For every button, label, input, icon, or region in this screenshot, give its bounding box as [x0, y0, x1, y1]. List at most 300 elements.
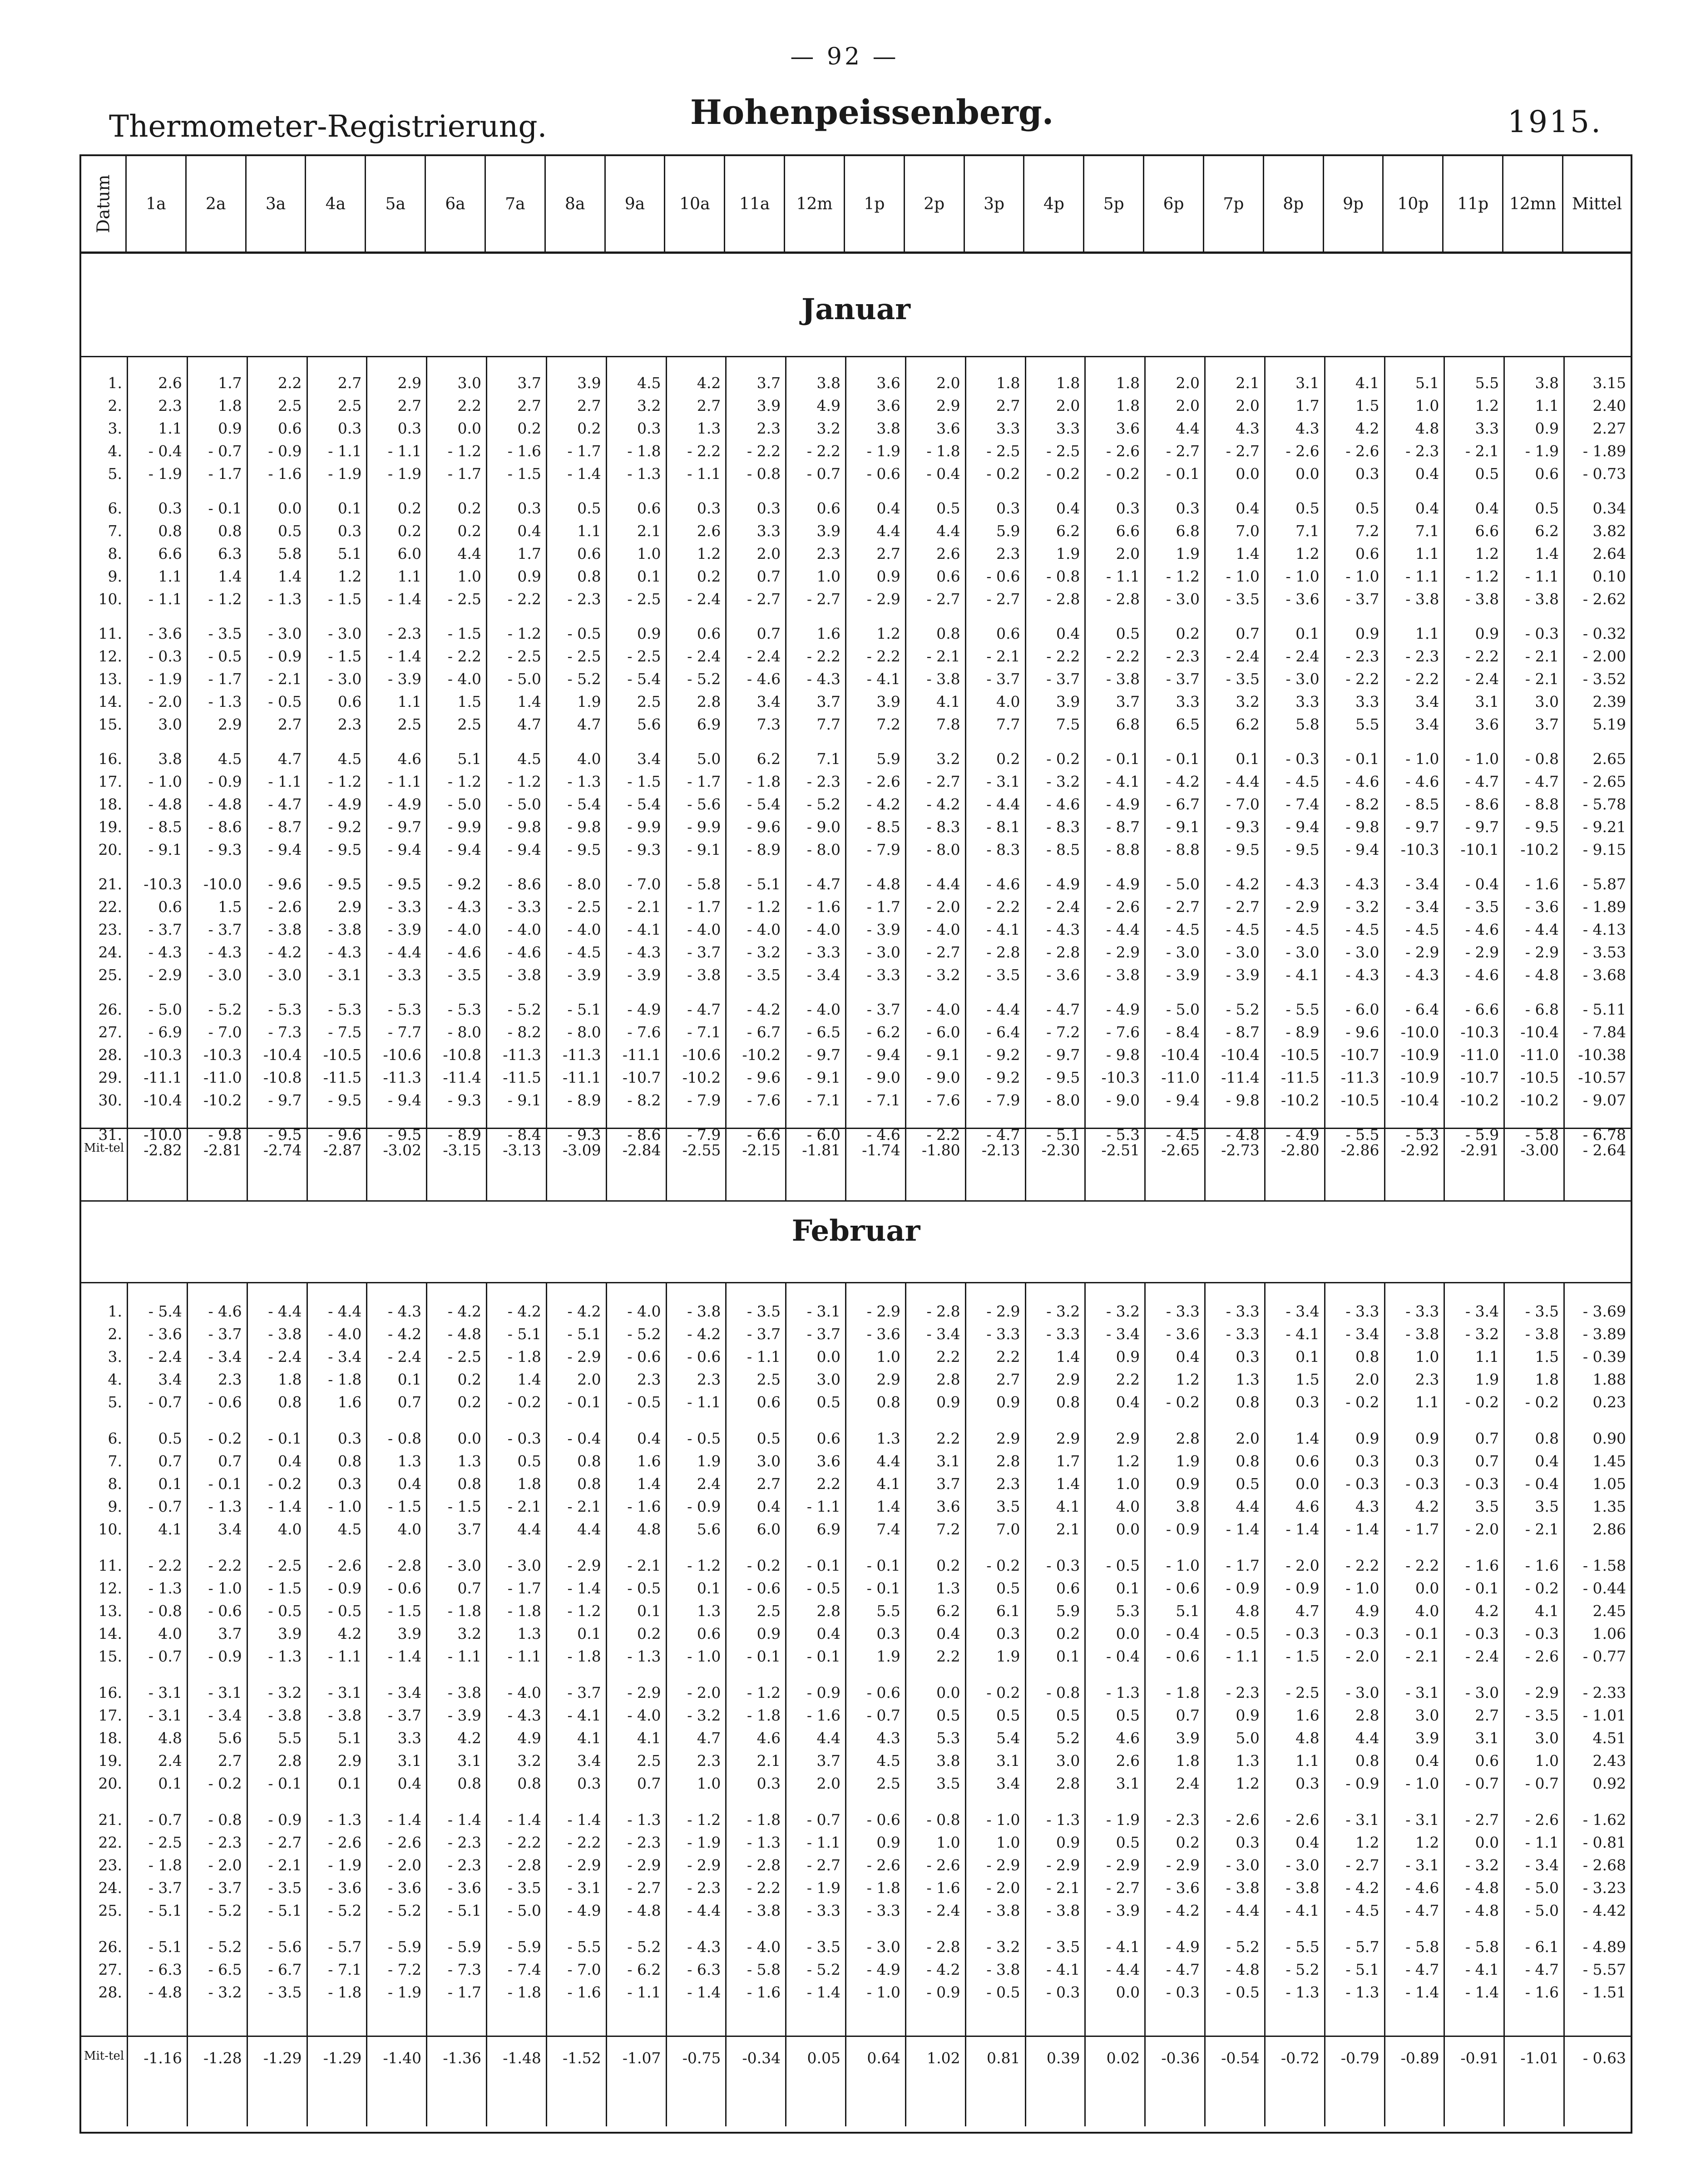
table-cell: - 0.4: [148, 442, 182, 460]
table-cell: - 1.1: [1226, 1647, 1260, 1665]
column-rule: [187, 356, 188, 1200]
table-cell: 1.3: [517, 1625, 541, 1642]
row-label: 22.: [98, 1834, 122, 1851]
table-cell: - 0.9: [208, 1647, 242, 1665]
table-cell: - 3.6: [1046, 966, 1080, 984]
table-cell: 0.5: [936, 1706, 960, 1724]
table-cell: -10.4: [263, 1046, 302, 1064]
table-cell: - 3.7: [208, 1325, 242, 1343]
table-cell: - 6.3: [148, 1961, 182, 1978]
table-cell: 0.9: [1355, 625, 1379, 642]
table-cell: 5.9: [876, 750, 900, 768]
table-cell: 3.7: [517, 374, 541, 392]
table-cell: - 3.0: [447, 1557, 481, 1574]
table-cell: - 6.4: [986, 1023, 1020, 1041]
table-cell: 4.7: [697, 1729, 721, 1747]
table-cell: - 1.9: [806, 1879, 840, 1897]
table-cell: 1.3: [936, 1579, 960, 1597]
table-cell: - 3.9: [1226, 966, 1260, 984]
table-cell: - 4.0: [806, 1001, 840, 1018]
table-cell: - 9.8: [208, 1126, 242, 1144]
table-cell: - 1.7: [447, 465, 481, 483]
table-cell: - 3.9: [866, 921, 900, 938]
column-rule: [905, 1282, 906, 2126]
column-rule: [546, 1282, 547, 2126]
table-cell: - 1.9: [1106, 1811, 1140, 1829]
table-cell: 1.8: [517, 1475, 541, 1493]
table-cell: - 8.5: [1405, 795, 1439, 813]
table-cell: - 6.2: [866, 1023, 900, 1041]
table-cell: 0.6: [697, 1625, 721, 1642]
table-cell: -10.3: [1460, 1023, 1499, 1041]
table-cell: 0.23: [1592, 1393, 1626, 1411]
table-cell: - 2.9: [567, 1557, 601, 1574]
mittel-rule: [81, 1128, 1631, 1129]
table-cell: 4.1: [876, 1475, 900, 1493]
table-cell: 3.1: [1475, 693, 1499, 710]
table-cell: 0.2: [1176, 1834, 1200, 1851]
table-cell: 2.2: [936, 1647, 960, 1665]
table-cell: 1.2: [697, 545, 721, 562]
table-cell: 2.0: [1056, 397, 1080, 414]
table-cell: - 4.0: [747, 1938, 781, 1956]
table-cell: 0.5: [1355, 499, 1379, 517]
table-cell: - 2.6: [1106, 442, 1140, 460]
table-cell: - 3.0: [328, 625, 362, 642]
table-cell: - 0.4: [1106, 1647, 1140, 1665]
table-cell: - 4.4: [1226, 773, 1260, 790]
column-header: [127, 156, 187, 251]
table-cell: 3.6: [876, 397, 900, 414]
table-cell: - 3.7: [986, 670, 1020, 688]
table-cell: - 0.6: [866, 1811, 900, 1829]
table-cell: - 2.9: [1106, 1856, 1140, 1874]
table-cell: - 2.1: [268, 1856, 302, 1874]
table-cell: -10.6: [682, 1046, 721, 1064]
table-cell: 0.8: [1355, 1752, 1379, 1770]
table-cell: 0.4: [1176, 1348, 1200, 1366]
table-cell: - 2.0: [926, 898, 960, 916]
table-cell: - 5.2: [1285, 1961, 1320, 1978]
table-cell: 5.6: [218, 1729, 242, 1747]
table-cell: -1.40: [383, 2049, 422, 2067]
table-cell: 0.3: [1116, 499, 1140, 517]
table-cell: - 5.2: [627, 1938, 661, 1956]
table-cell: - 1.2: [747, 898, 781, 916]
table-cell: - 9.9: [687, 818, 721, 836]
table-cell: - 1.5: [627, 773, 661, 790]
table-cell: 0.3: [158, 499, 182, 517]
row-label: 8.: [108, 1475, 122, 1493]
table-cell: 1.3: [1236, 1371, 1260, 1388]
table-cell: - 3.8: [687, 1302, 721, 1320]
table-cell: - 3.5: [806, 1938, 840, 1956]
table-cell: - 0.7: [148, 1811, 182, 1829]
table-cell: 2.0: [1236, 1430, 1260, 1447]
table-cell: - 2.4: [687, 647, 721, 665]
table-cell: 6.3: [218, 545, 242, 562]
table-cell: - 5.11: [1582, 1001, 1626, 1018]
table-cell: - 1.0: [986, 1811, 1020, 1829]
table-cell: -10.7: [1340, 1046, 1379, 1064]
table-cell: 0.1: [1295, 1348, 1320, 1366]
table-cell: 3.4: [218, 1520, 242, 1538]
table-cell: 5.3: [1116, 1602, 1140, 1620]
table-cell: - 8.9: [447, 1126, 481, 1144]
table-cell: - 4.4: [1106, 1961, 1140, 1978]
table-cell: - 9.1: [507, 1091, 541, 1109]
table-cell: - 3.0: [866, 1938, 900, 1956]
row-label: 13.: [98, 1602, 122, 1620]
table-cell: - 5.2: [208, 1938, 242, 1956]
table-cell: - 1.7: [507, 1579, 541, 1597]
table-cell: - 6.7: [268, 1961, 302, 1978]
table-cell: - 0.3: [1285, 1625, 1320, 1642]
table-cell: - 4.6: [1405, 1879, 1439, 1897]
table-cell: 6.2: [936, 1602, 960, 1620]
table-cell: 0.6: [1295, 1452, 1320, 1470]
table-cell: -0.34: [742, 2049, 781, 2067]
table-cell: - 3.8: [328, 1706, 362, 1724]
table-cell: 0.8: [337, 1452, 362, 1470]
table-cell: 4.7: [278, 750, 302, 768]
column-header-label: 7p: [1223, 194, 1244, 213]
table-cell: 5.8: [1295, 715, 1320, 733]
table-cell: - 1.89: [1582, 898, 1626, 916]
table-header: [81, 156, 1631, 254]
table-cell: - 6.1: [1525, 1938, 1559, 1956]
table-cell: -3.09: [563, 1141, 601, 1159]
table-cell: -10.2: [1520, 1091, 1559, 1109]
table-cell: 3.8: [1535, 374, 1559, 392]
table-cell: 4.2: [697, 374, 721, 392]
table-cell: 4.0: [278, 1520, 302, 1538]
row-label: 10.: [98, 590, 122, 608]
table-cell: - 1.7: [447, 1983, 481, 2001]
table-cell: - 8.9: [747, 841, 781, 858]
table-cell: 3.7: [816, 1752, 840, 1770]
row-label: 28.: [98, 1983, 122, 2001]
table-cell: 1.2: [1116, 1452, 1140, 1470]
table-cell: 3.3: [996, 419, 1020, 437]
table-cell: - 1.1: [1525, 567, 1559, 585]
table-cell: 2.0: [1236, 397, 1260, 414]
column-rule: [1144, 1282, 1146, 2126]
table-cell: - 9.4: [866, 1046, 900, 1064]
table-cell: -11.0: [1460, 1046, 1499, 1064]
table-cell: - 2.6: [1525, 1647, 1559, 1665]
table-cell: - 1.2: [447, 442, 481, 460]
table-cell: 1.9: [1176, 545, 1200, 562]
table-cell: 1.0: [996, 1834, 1020, 1851]
table-cell: 3.9: [1415, 1729, 1439, 1747]
table-cell: 4.4: [936, 522, 960, 540]
table-cell: - 3.2: [1046, 773, 1080, 790]
table-cell: 2.4: [697, 1475, 721, 1493]
table-cell: - 3.1: [208, 1684, 242, 1701]
table-cell: - 0.1: [1465, 1579, 1499, 1597]
column-header-label: 1p: [864, 194, 885, 213]
table-cell: - 4.9: [1046, 875, 1080, 893]
table-cell: - 3.9: [447, 1706, 481, 1724]
row-label: 28.: [98, 1046, 122, 1064]
table-cell: 2.9: [936, 397, 960, 414]
table-cell: 0.8: [457, 1775, 481, 1792]
table-cell: - 4.8: [447, 1325, 481, 1343]
table-cell: 6.1: [996, 1602, 1020, 1620]
table-cell: - 4.7: [1046, 1001, 1080, 1018]
table-cell: - 5.5: [1285, 1938, 1320, 1956]
table-cell: - 8.2: [1345, 795, 1379, 813]
table-cell: - 5.9: [447, 1938, 481, 1956]
column-rule: [965, 1282, 966, 2126]
table-cell: - 3.6: [1166, 1325, 1200, 1343]
table-cell: - 0.3: [1046, 1557, 1080, 1574]
table-cell: - 3.2: [687, 1706, 721, 1724]
table-cell: 0.8: [1535, 1430, 1559, 1447]
table-cell: - 2.9: [866, 1302, 900, 1320]
table-cell: 0.8: [1236, 1393, 1260, 1411]
table-cell: -0.36: [1161, 2049, 1200, 2067]
table-cell: - 4.6: [866, 1126, 900, 1144]
table-cell: - 9.5: [567, 841, 601, 858]
table-cell: - 4.5: [1166, 921, 1200, 938]
table-cell: -10.2: [1520, 841, 1559, 858]
table-cell: -1.28: [203, 2049, 242, 2067]
table-cell: 1.7: [218, 374, 242, 392]
table-cell: - 2.7: [806, 1856, 840, 1874]
table-cell: 3.1: [1116, 1775, 1140, 1792]
table-cell: 0.5: [816, 1393, 840, 1411]
table-cell: - 4.7: [1525, 773, 1559, 790]
table-cell: - 1.2: [1465, 567, 1499, 585]
table-cell: 2.5: [756, 1602, 781, 1620]
table-cell: -1.07: [622, 2049, 661, 2067]
table-cell: - 5.3: [328, 1001, 362, 1018]
row-label: 26.: [98, 1001, 122, 1018]
table-cell: - 6.0: [1345, 1001, 1379, 1018]
table-cell: - 2.4: [1465, 1647, 1499, 1665]
table-cell: 7.3: [756, 715, 781, 733]
table-cell: - 0.5: [1106, 1557, 1140, 1574]
table-cell: 5.5: [1475, 374, 1499, 392]
table-cell: 3.8: [1176, 1498, 1200, 1515]
table-cell: -10.2: [682, 1069, 721, 1086]
column-rule: [1264, 356, 1266, 1200]
table-cell: 3.3: [1295, 693, 1320, 710]
table-cell: - 1.4: [1465, 1983, 1499, 2001]
table-cell: - 1.8: [866, 1879, 900, 1897]
table-cell: - 5.0: [1525, 1879, 1559, 1897]
table-cell: - 1.5: [328, 590, 362, 608]
table-cell: 2.0: [1176, 397, 1200, 414]
table-cell: 0.4: [1295, 1834, 1320, 1851]
table-cell: - 3.5: [447, 966, 481, 984]
table-cell: -0.75: [682, 2049, 721, 2067]
table-cell: - 2.8: [986, 943, 1020, 961]
table-cell: - 2.00: [1582, 647, 1626, 665]
mittel-rule: [81, 2036, 1631, 2037]
row-label: 25.: [98, 966, 122, 984]
table-cell: - 7.0: [567, 1961, 601, 1978]
table-cell: 0.5: [756, 1430, 781, 1447]
table-cell: 0.3: [876, 1625, 900, 1642]
table-cell: - 2.0: [1345, 1647, 1379, 1665]
table-cell: - 4.7: [806, 875, 840, 893]
table-cell: 0.4: [1056, 499, 1080, 517]
table-cell: - 0.6: [208, 1602, 242, 1620]
table-cell: 1.7: [1295, 397, 1320, 414]
table-cell: - 2.0: [208, 1856, 242, 1874]
table-cell: 0.34: [1592, 499, 1626, 517]
table-cell: - 1.5: [268, 1579, 302, 1597]
row-label: 3.: [108, 1348, 122, 1366]
table-cell: - 2.8: [507, 1856, 541, 1874]
table-cell: - 3.5: [1525, 1706, 1559, 1724]
table-cell: 2.9: [1056, 1371, 1080, 1388]
table-cell: -10.3: [143, 1046, 182, 1064]
table-cell: - 1.3: [1106, 1684, 1140, 1701]
column-header: [1384, 156, 1444, 251]
table-cell: - 4.0: [447, 921, 481, 938]
table-cell: 4.5: [876, 1752, 900, 1770]
table-cell: 4.6: [397, 750, 422, 768]
table-cell: 1.0: [457, 567, 481, 585]
table-cell: - 9.5: [1525, 818, 1559, 836]
table-cell: - 0.3: [1465, 1475, 1499, 1493]
table-cell: - 3.1: [806, 1302, 840, 1320]
table-cell: -11.1: [563, 1069, 601, 1086]
table-cell: 0.1: [1056, 1647, 1080, 1665]
table-cell: - 1.0: [866, 1983, 900, 2001]
table-cell: - 4.3: [627, 943, 661, 961]
column-rule: [905, 356, 906, 1200]
column-header: [426, 156, 486, 251]
table-cell: 1.9: [876, 1647, 900, 1665]
table-cell: 7.0: [996, 1520, 1020, 1538]
table-cell: -11.4: [1221, 1069, 1260, 1086]
table-cell: - 8.6: [627, 1126, 661, 1144]
table-cell: - 4.2: [1226, 875, 1260, 893]
table-cell: 1.5: [457, 693, 481, 710]
table-cell: 4.1: [158, 1520, 182, 1538]
table-cell: 0.5: [1116, 1706, 1140, 1724]
table-cell: - 1.2: [328, 773, 362, 790]
table-cell: - 1.9: [388, 1983, 422, 2001]
table-cell: - 4.7: [268, 795, 302, 813]
table-cell: 0.1: [637, 567, 661, 585]
table-cell: - 1.6: [1465, 1557, 1499, 1574]
table-cell: 7.1: [816, 750, 840, 768]
table-cell: 1.0: [697, 1775, 721, 1792]
column-header: [366, 156, 426, 251]
table-cell: - 0.5: [627, 1579, 661, 1597]
table-cell: - 4.9: [328, 795, 362, 813]
table-cell: - 6.3: [687, 1961, 721, 1978]
table-cell: - 4.6: [747, 670, 781, 688]
table-cell: - 1.6: [1525, 1983, 1559, 2001]
table-cell: - 7.9: [866, 841, 900, 858]
table-cell: - 2.0: [388, 1856, 422, 1874]
table-cell: - 2.3: [627, 1834, 661, 1851]
table-cell: - 0.7: [1465, 1775, 1499, 1792]
table-cell: - 1.2: [747, 1684, 781, 1701]
table-cell: 3.1: [397, 1752, 422, 1770]
table-cell: - 8.2: [627, 1091, 661, 1109]
table-cell: 0.6: [337, 693, 362, 710]
table-cell: - 3.0: [1226, 943, 1260, 961]
table-cell: - 2.1: [986, 647, 1020, 665]
table-cell: - 3.8: [1226, 1879, 1260, 1897]
table-cell: 2.8: [1355, 1706, 1379, 1724]
table-cell: - 1.5: [507, 465, 541, 483]
row-label: 21.: [98, 1811, 122, 1829]
table-cell: 2.0: [1355, 1371, 1379, 1388]
row-label: 11.: [98, 1557, 122, 1574]
table-cell: - 4.6: [1046, 795, 1080, 813]
table-cell: 0.4: [637, 1430, 661, 1447]
table-cell: - 5.2: [507, 1001, 541, 1018]
table-cell: - 3.0: [1345, 943, 1379, 961]
table-cell: - 0.7: [1525, 1775, 1559, 1792]
table-cell: - 2.2: [806, 647, 840, 665]
table-cell: - 5.0: [507, 1902, 541, 1919]
table-cell: -2.65: [1161, 1141, 1200, 1159]
column-rule: [845, 1282, 846, 2126]
table-cell: - 9.7: [1465, 818, 1499, 836]
table-cell: - 3.3: [806, 1902, 840, 1919]
table-cell: - 4.5: [1285, 921, 1320, 938]
table-cell: 3.6: [876, 374, 900, 392]
table-cell: 4.0: [158, 1625, 182, 1642]
table-cell: 0.1: [1295, 625, 1320, 642]
table-cell: - 9.3: [627, 841, 661, 858]
table-cell: - 2.9: [986, 1856, 1020, 1874]
table-cell: - 9.3: [447, 1091, 481, 1109]
table-cell: 2.3: [218, 1371, 242, 1388]
table-cell: - 2.3: [1345, 647, 1379, 665]
table-cell: -10.7: [1460, 1069, 1499, 1086]
table-cell: 5.5: [278, 1729, 302, 1747]
table-cell: 0.8: [158, 522, 182, 540]
table-cell: 0.8: [1236, 1452, 1260, 1470]
table-cell: 0.9: [1176, 1475, 1200, 1493]
column-header-label: 1a: [146, 194, 166, 213]
table-cell: - 4.8: [1226, 1961, 1260, 1978]
table-cell: - 3.53: [1582, 943, 1626, 961]
table-cell: - 1.0: [687, 1647, 721, 1665]
table-cell: - 0.39: [1582, 1348, 1626, 1366]
table-cell: - 5.1: [747, 875, 781, 893]
table-cell: - 0.4: [1525, 1475, 1559, 1493]
table-cell: - 1.1: [1405, 567, 1439, 585]
table-cell: - 0.8: [208, 1811, 242, 1829]
table-cell: - 4.0: [567, 921, 601, 938]
table-cell: 5.1: [457, 750, 481, 768]
table-cell: 0.2: [397, 522, 422, 540]
table-cell: - 2.7: [986, 590, 1020, 608]
table-cell: 0.6: [816, 1430, 840, 1447]
table-cell: 2.65: [1592, 750, 1626, 768]
table-cell: - 0.6: [627, 1348, 661, 1366]
table-cell: - 3.5: [268, 1983, 302, 2001]
table-cell: - 3.4: [1465, 1302, 1499, 1320]
table-cell: - 0.6: [866, 1684, 900, 1701]
table-cell: 5.1: [337, 545, 362, 562]
table-cell: - 4.5: [567, 943, 601, 961]
table-cell: - 8.6: [208, 818, 242, 836]
table-cell: 2.1: [637, 522, 661, 540]
